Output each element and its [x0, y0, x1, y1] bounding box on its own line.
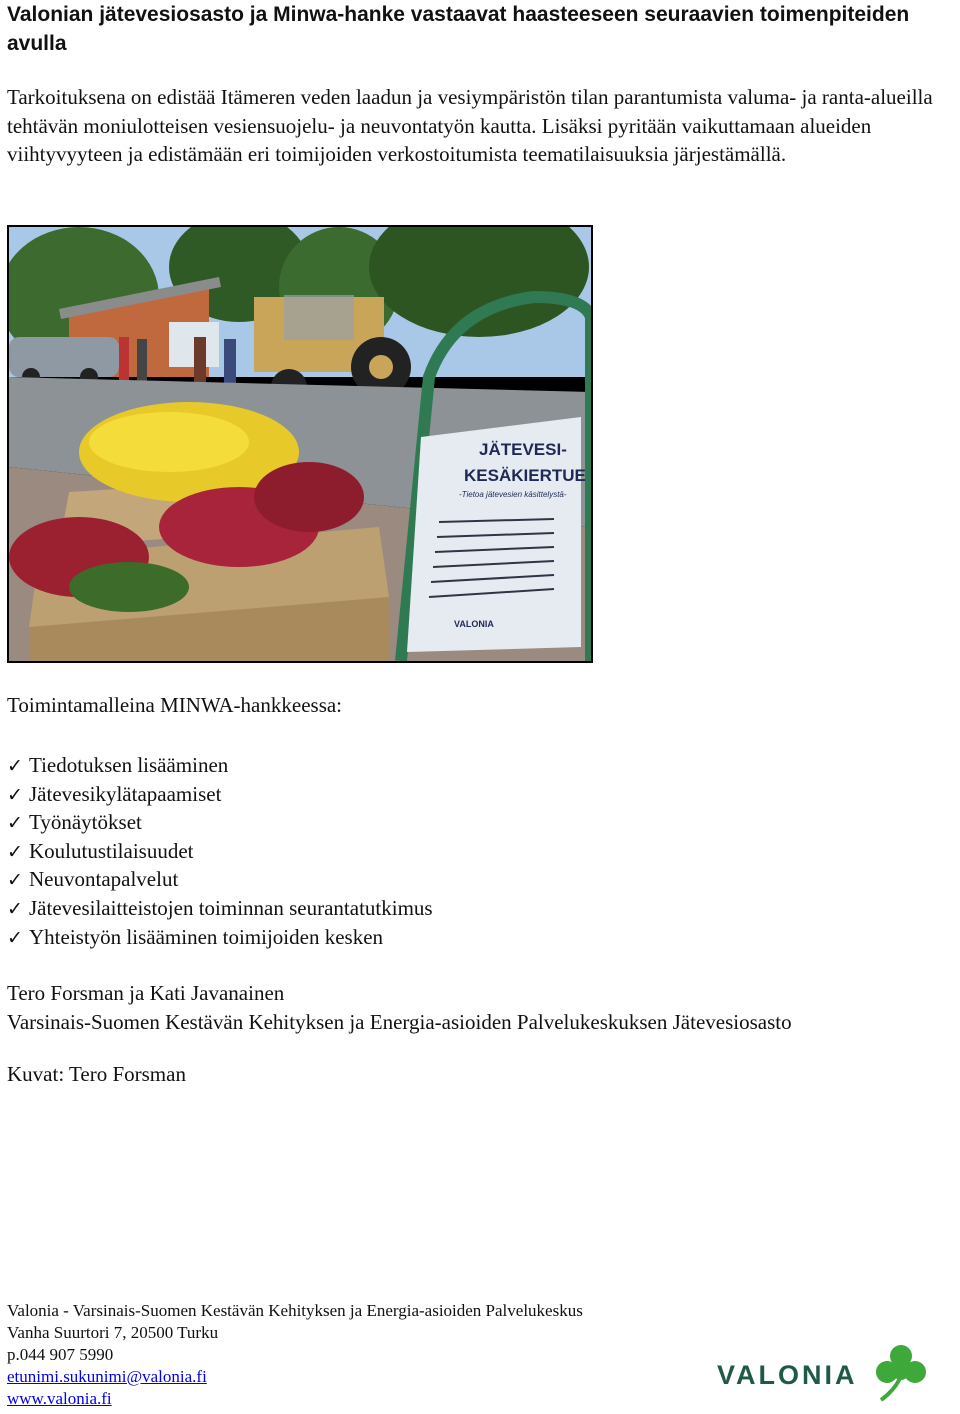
- sign-title-1: JÄTEVESI-: [479, 440, 567, 459]
- check-icon: ✓: [7, 784, 23, 806]
- list-item-label: Neuvontapalvelut: [29, 867, 179, 892]
- author-organization: Varsinais-Suomen Kestävän Kehityksen ja Energia-asioiden Palvelukeskuksen Jätevesiosasto: [7, 1009, 792, 1034]
- event-photo: [7, 225, 593, 663]
- footer-org: Valonia - Varsinais-Suomen Kestävän Kehityksen ja Energia-asioiden Palvelukeskus: [7, 1301, 583, 1320]
- check-icon: ✓: [7, 813, 23, 835]
- list-item-label: Tiedotuksen lisääminen: [29, 753, 229, 777]
- check-icon: ✓: [7, 870, 23, 892]
- valonia-logo: [713, 1340, 929, 1406]
- leaf-icon: [871, 1342, 929, 1404]
- check-icon: ✓: [7, 927, 23, 949]
- sign-subtitle: -Tietoa jätevesien käsittelystä-: [459, 490, 567, 499]
- sign-footer: VALONIA: [454, 619, 494, 629]
- list-item-label: Yhteistyön lisääminen toimijoiden kesken: [29, 924, 384, 949]
- list-item: [7, 751, 433, 780]
- list-item-label: Koulutustilaisuudet: [29, 838, 194, 863]
- event-photo-illustration: [9, 227, 591, 661]
- author-block: [7, 979, 792, 1036]
- list-item-label: Jätevesikylätapaamiset: [29, 781, 222, 806]
- logo-text: VALONIA: [717, 1360, 858, 1390]
- checklist: [7, 751, 433, 951]
- list-item-label: Työnäytökset: [29, 810, 142, 835]
- footer-website-link[interactable]: www.valonia.fi: [7, 1389, 112, 1408]
- list-item-label: Jätevesilaitteistojen toiminnan seurantatutkimus: [29, 895, 433, 920]
- photo-credits: Kuvat: Tero Forsman: [7, 1062, 186, 1086]
- check-icon: ✓: [7, 841, 23, 863]
- page-heading: Valonian jätevesiosasto ja Minwa-hanke vastaavat haasteeseen seuraavien toimenpiteiden avulla: [7, 3, 910, 55]
- footer-address: Vanha Suurtori 7, 20500 Turku: [7, 1323, 219, 1342]
- check-icon: ✓: [7, 756, 23, 777]
- intro-paragraph: Tarkoituksena on edistää Itämeren veden laadun ja vesiympäristön tilan parantumista valuma- ja ranta-alueilla tehtävän moniulotteisen vesiensuojelu- ja neuvontatyön kautta. Lisäksi pyritään vaikuttamaan alueiden viihtyvyyteen ja edistämään eri toimijoiden verkostoitumista teematilaisuuksia järjestämällä.: [7, 85, 933, 166]
- list-item: [7, 808, 433, 837]
- footer-contact: [7, 1300, 583, 1410]
- list-item: [7, 894, 433, 923]
- list-item: [7, 780, 433, 809]
- footer-email-link[interactable]: etunimi.sukunimi@valonia.fi: [7, 1367, 207, 1386]
- author-names: Tero Forsman ja Kati Javanainen: [7, 981, 285, 1005]
- check-icon: ✓: [7, 898, 23, 920]
- sign-title-2: KESÄKIERTUE: [464, 466, 586, 485]
- list-item: [7, 865, 433, 894]
- list-item: [7, 837, 433, 866]
- models-title: Toimintamalleina MINWA-hankkeessa:: [7, 693, 343, 717]
- list-item: [7, 923, 433, 952]
- footer-phone: p.044 907 5990: [7, 1345, 114, 1364]
